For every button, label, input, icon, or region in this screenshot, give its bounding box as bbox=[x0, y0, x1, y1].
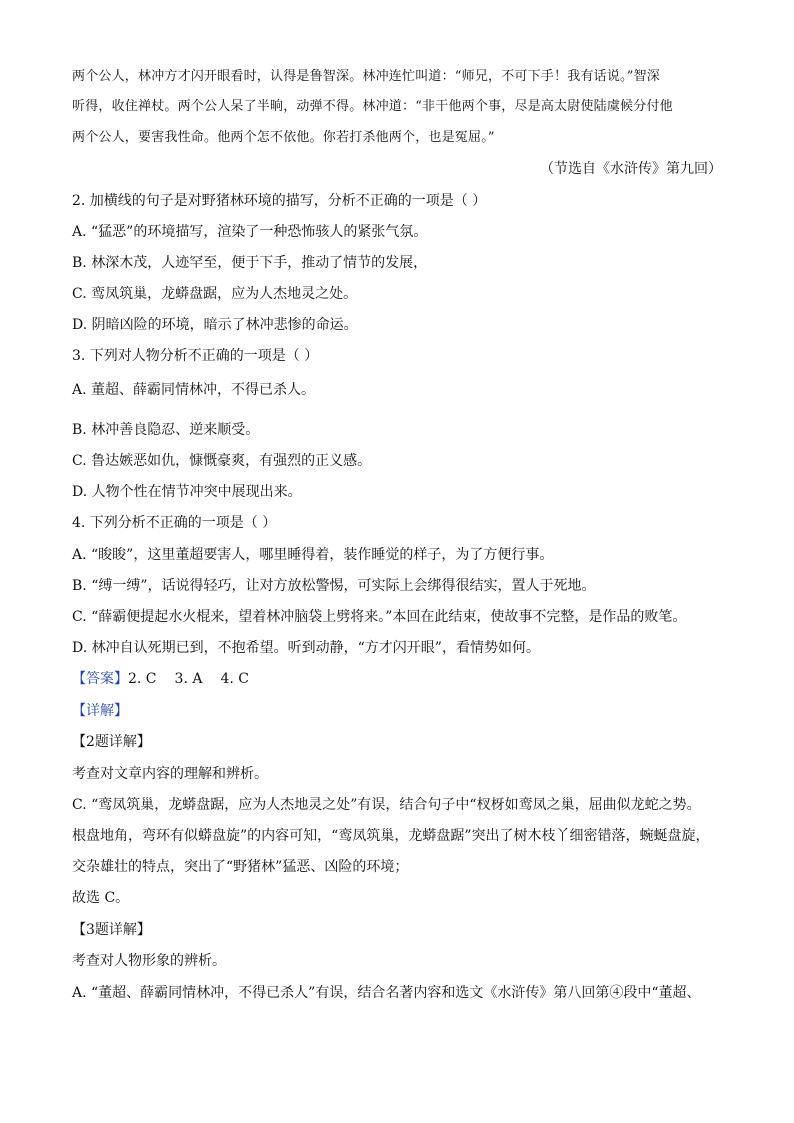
q3-detail-label: 【3题详解】 bbox=[72, 922, 151, 938]
q2-option-d: D. 阴暗凶险的环境，暗示了林冲悲惨的命运。 bbox=[72, 317, 358, 333]
q2-detail-line-1: C. “鸾凤筑巢，龙蟒盘踞，应为人杰地灵之处”有误，结合句子中“杈枒如鸾凤之巢，屈曲似龙蛇之势。 bbox=[72, 797, 701, 813]
q3-option-a: A. 董超、薛霸同情林冲，不得已杀人。 bbox=[72, 382, 316, 398]
q2-option-c: C. 鸾凤筑巢，龙蟒盘踞，应为人杰地灵之处。 bbox=[72, 286, 358, 302]
q4-stem: 4. 下列分析不正确的一项是（ ） bbox=[72, 515, 277, 531]
passage-source: （节选自《水浒传》第九回） bbox=[540, 161, 722, 177]
q2-detail-label: 【2题详解】 bbox=[72, 734, 151, 750]
answer-row bbox=[72, 670, 249, 688]
q3-option-c: C. 鲁达嫉恶如仇，慷慨豪爽，有强烈的正义感。 bbox=[72, 453, 372, 469]
answer-value-2: 2. C bbox=[128, 671, 157, 687]
answer-value-4: 4. C bbox=[220, 671, 249, 687]
q2-detail-line-3: 交杂雄壮的特点，突出了“野猪林”猛恶、凶险的环境； bbox=[72, 859, 409, 875]
q2-stem: 2. 加横线的句子是对野猪林环境的描写，分析不正确的一项是（ ） bbox=[72, 193, 487, 209]
q3-option-b: B. 林冲善良隐忍、逆来顺受。 bbox=[72, 422, 260, 438]
q3-option-d: D. 人物个性在情节冲突中展现出来。 bbox=[72, 484, 302, 500]
q3-detail-intro: 考查对人物形象的辨析。 bbox=[72, 953, 226, 969]
passage-line-2: 听得，收住禅杖。两个公人呆了半晌，动弹不得。林冲道：“非干他两个事，尽是高太尉使陆虞候分付他 bbox=[72, 99, 673, 114]
q4-option-b: B. “缚一缚”，话说得轻巧，让对方放松警惕，可实际上会绑得很结实，置人于死地。 bbox=[72, 578, 596, 594]
q3-detail-line: A. “董超、薛霸同情林冲，不得已杀人”有误，结合名著内容和选文《水浒传》第八回第④段中“董超、 bbox=[72, 985, 701, 1001]
q3-stem: 3. 下列对人物分析不正确的一项是（ ） bbox=[72, 348, 319, 364]
answer-label: 【答案】 bbox=[72, 671, 128, 687]
q4-option-a: A. “睃睃”，这里董超要害人，哪里睡得着，装作睡觉的样子，为了方便行事。 bbox=[72, 547, 554, 563]
passage-line-1: 两个公人，林冲方才闪开眼看时，认得是鲁智深。林冲连忙叫道：“师兄，不可下手！我有话说。”智深 bbox=[72, 69, 660, 84]
answer-value-3: 3. A bbox=[174, 671, 203, 687]
detail-label: 【详解】 bbox=[72, 703, 128, 719]
q2-option-b: B. 林深木茂，人迹罕至，便于下手，推动了情节的发展， bbox=[72, 255, 428, 271]
q2-option-a: A. “猛恶”的环境描写，渲染了一种恐怖骇人的紧张气氛。 bbox=[72, 224, 428, 240]
passage-line-3: 两个公人，要害我性命。他两个怎不依他。你若打杀他两个，也是冤屈。” bbox=[72, 130, 495, 145]
q2-detail-conclusion: 故选 C。 bbox=[72, 890, 130, 906]
q2-detail-intro: 考查对文章内容的理解和辨析。 bbox=[72, 766, 268, 782]
q4-option-d: D. 林冲自认死期已到，不抱希望。听到动静，“方才闪开眼”，看情势如何。 bbox=[72, 640, 540, 656]
q4-option-c: C. “薛霸便提起水火棍来，望着林冲脑袋上劈将来。”本回在此结束，使故事不完整，是作品的败笔。 bbox=[72, 609, 687, 625]
q2-detail-line-2: 根盘地角，弯环有似蟒盘旋”的内容可知，“鸾凤筑巢，龙蟒盘踞”突出了树木枝丫细密错落，蜿蜒盘旋， bbox=[72, 828, 710, 844]
